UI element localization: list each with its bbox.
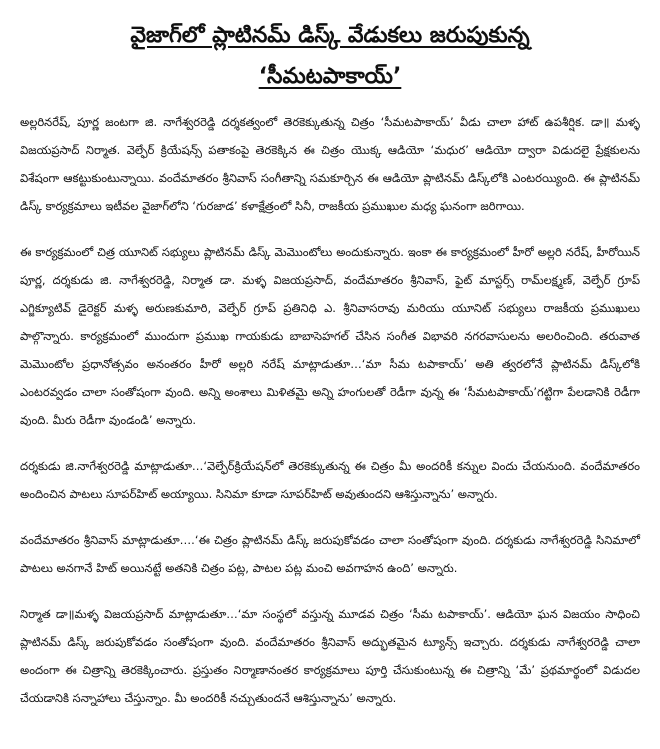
- article-title-line-2: ‘సీమటపాకాయ్’: [258, 64, 402, 90]
- article-paragraph-3: దర్శకుడు జి.నాగేశ్వరరెడ్డి మాట్లాడుతూ…‘వెల్ఫేర్‌క్రియేషన్‌లో తెరకెక్కుతున్న ఈ చిత్రం మీ అందరికీ కన్నుల విందు చేయనుంది. వందేమాతరం అందించిన పాటలు సూపర్‌హిట్ అయ్యాయి. సినిమా కూడా సూపర్‌హిట్ అవుతుందని ఆశిస్తున్నాను’ అన్నారు.: [20, 459, 640, 502]
- article-paragraph-4: వందేమాతరం శ్రీనివాస్ మాట్లాడుతూ….‘ఈ చిత్రం ప్లాటినమ్ డిస్క్ జరుపుకోవడం చాలా సంతోషంగా వుంది. దర్శకుడు నాగేశ్వరరెడ్డి సినిమాలో పాటలు అనగానే హిట్ అయినట్టే అతనికి చిత్రం పట్ల, పాటల పట్ల మంచి అవగాహన ఉంది’ అన్నారు.: [20, 533, 640, 576]
- article-title-line-1: వైజాగ్‌లో ప్లాటినమ్ డిస్క్ వేడుకలు జరుపుకున్న: [130, 23, 530, 48]
- article-title: [20, 18, 640, 94]
- article-paragraph-2: ఈ కార్యక్రమంలో చిత్ర యూనిట్ సభ్యులు ప్లాటినమ్ డిస్క్ మెమొంటోలు అందుకున్నారు. ఇంకా ఈ కార్యక్రమంలో హీరో అల్లరి నరేష్, హీరోయిన్ పూర్ణ, దర్శకుడు జి. నాగేశ్వరరెడ్డి, నిర్మాత డా. మళ్ళ విజయప్రసాద్, వందేమాతరం శ్రీనివాస్, ఫైట్ మాస్టర్స్ రామ్‌లక్ష్మణ్, వెల్ఫేర్ గ్రూప్ ఎగ్జిక్యూటివ్ డైరెక్టర్ మళ్ళ అరుణకుమారి, వెల్ఫేర్ గ్రూప్ ప్రతినిధి ఎ. శ్రీనివాసరావు మరియు యూనిట్ సభ్యులు రాజకీయ ప్రముఖులు పాల్గొన్నారు. కార్యక్రమంలో ముందుగా ప్రముఖ గాయకుడు బాబాసెహగల్ చేసిన సంగీత విభావరి నగరవాసులను అలరించింది. తరువాత మెమొంటోల ప్రధానోత్సవం అనంతరం హీరో అల్లరి నరేష్ మాట్లాడుతూ…‘మా సీమ టపాకాయ్’ అతి త్వరలోనే ప్లాటినమ్ డిస్క్‌లోకి ఎంటరవ్వడం చాలా సంతోషంగా వుంది. అన్ని అంశాలు మిళితమై అన్ని హంగులతో రెడీగా వున్న ఈ ‘సీమటపాకాయ్’గట్టిగా పేలడానికి రెడీగా వుంది. మీరు రెడీగా వుండండి’ అన్నారు.: [20, 245, 640, 428]
- article-paragraph-5: నిర్మాత డా॥మళ్ళ విజయప్రసాద్ మాట్లాడుతూ…‘మా సంస్థలో వస్తున్న మూడవ చిత్రం ‘సీమ టపాకాయ్’. ఆడియో ఘన విజయం సాధించి ప్లాటినమ్ డిస్క్ జరుపుకోవడం సంతోషంగా వుంది. వందేమాతరం శ్రీనివాస్ అద్భుతమైన ట్యూన్స్ ఇచ్చారు. దర్శకుడు నాగేశ్వరరెడ్డి చాలా అందంగా ఈ చిత్రాన్ని తెరకెక్కించారు. ప్రస్తుతం నిర్మాణానంతర కార్యక్రమాలు పూర్తి చేసుకుంటున్న ఈ చిత్రాన్ని ‘మే’ ప్రథమార్థంలో విడుదల చేయడానికి సన్నాహాలు చేస్తున్నాం. మీ అందరికీ నచ్చుతుందనే ఆశిస్తున్నాను’ అన్నారు.: [20, 607, 640, 706]
- article-body: [20, 108, 640, 712]
- article-paragraph-1: అల్లరినరేష్, పూర్ణ జంటగా జి. నాగేశ్వరరెడ్డి దర్శకత్వంలో తెరకెక్కుతున్న చిత్రం ‘సీమటపాకాయ్’ వీడు చాలా హాట్ ఉపశీర్షిక. డా॥ మళ్ళ విజయప్రసాద్ నిర్మాత. వెల్ఫేర్ క్రియేషన్స్ పతాకంపై తెరకెక్కిన ఈ చిత్రం యొక్క ఆడియో ‘మధుర’ ఆడియో ద్వారా విడుదలై ప్రేక్షకులను విశేషంగా ఆకట్టుకుంటున్నాయి. వందేమాతరం శ్రీనివాస్ సంగీతాన్ని సమకూర్చిన ఈ ఆడియో ప్లాటినమ్ డిస్క్‌లోకి ఎంటరయ్యింది. ఈ ప్లాటినమ్ డిస్క్ కార్యక్రమాలు ఇటీవల వైజాగ్‌లోని ‘గురజాడ’ కళాక్షేత్రంలో సినీ, రాజకీయ ప్రముఖుల మధ్య ఘనంగా జరిగాయి.: [20, 115, 640, 214]
